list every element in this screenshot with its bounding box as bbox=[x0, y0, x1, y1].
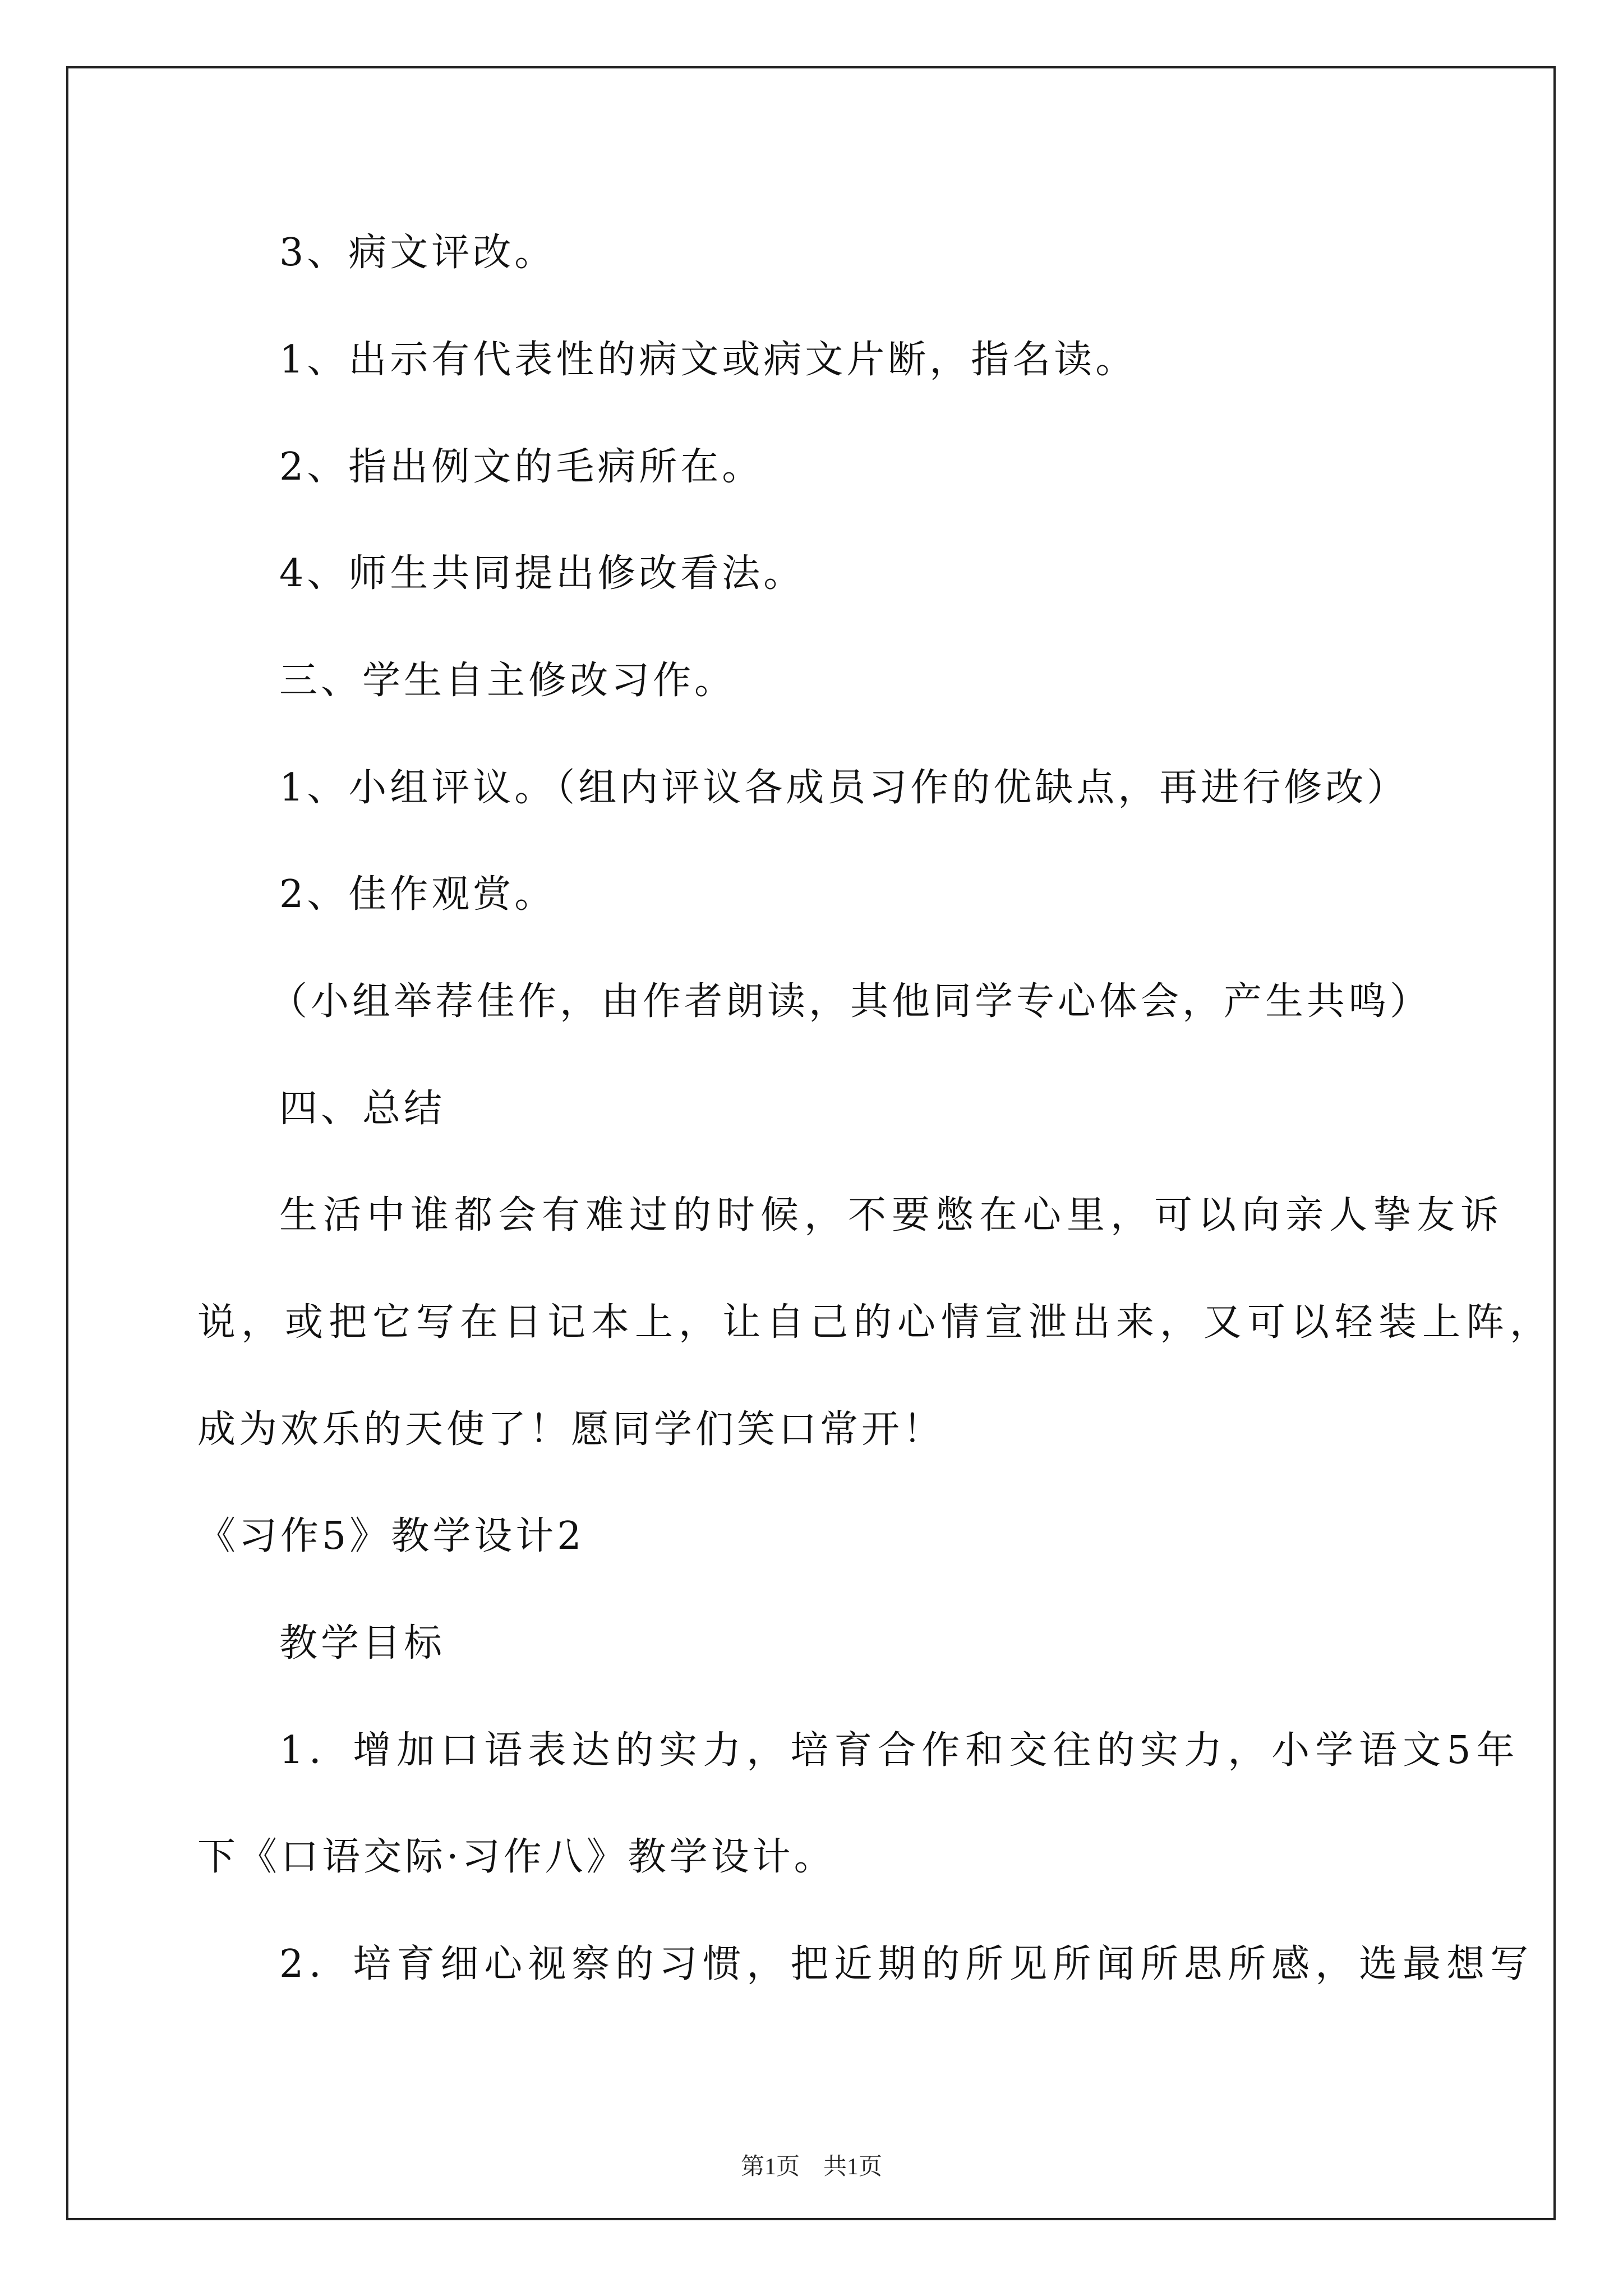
page-border bbox=[66, 66, 1556, 2220]
text-line: 4、师生共同提出修改看法。 bbox=[279, 551, 805, 596]
section-heading: 四、总结 bbox=[279, 1087, 446, 1131]
text-line: 2、指出例文的毛病所在。 bbox=[279, 445, 764, 489]
text-line: 3、病文评改。 bbox=[279, 231, 556, 275]
text-line: 1、出示有代表性的病文或病文片断，指名读。 bbox=[279, 338, 1137, 382]
text-line: 1．增加口语表达的实力，培育合作和交往的实力，小学语文5年 bbox=[279, 1728, 1520, 1773]
text-line: 1、小组评议。（组内评议各成员习作的优缺点，再进行修改） bbox=[279, 766, 1409, 810]
text-line: （小组举荐佳作，由作者朗读，其他同学专心体会，产生共鸣） bbox=[269, 979, 1432, 1024]
text-line: 成为欢乐的天使了！愿同学们笑口常开！ bbox=[197, 1407, 945, 1452]
section-heading: 教学目标 bbox=[279, 1621, 446, 1665]
document-heading: 《习作5》教学设计2 bbox=[197, 1514, 585, 1558]
text-line: 下《口语交际·习作八》教学设计。 bbox=[197, 1835, 836, 1879]
text-line: 生活中谁都会有难过的时候，不要憋在心里，可以向亲人挚友诉 bbox=[279, 1193, 1505, 1237]
page-footer: 第1页 共1页 bbox=[740, 2154, 882, 2180]
text-line: 2．培育细心视察的习惯，把近期的所见所闻所思所感，选最想写 bbox=[279, 1942, 1534, 1986]
text-line: 说，或把它写在日记本上，让自己的心情宣泄出来，又可以轻装上阵， bbox=[197, 1300, 1554, 1345]
text-line: 2、佳作观赏。 bbox=[279, 872, 556, 917]
section-heading: 三、学生自主修改习作。 bbox=[279, 659, 736, 703]
